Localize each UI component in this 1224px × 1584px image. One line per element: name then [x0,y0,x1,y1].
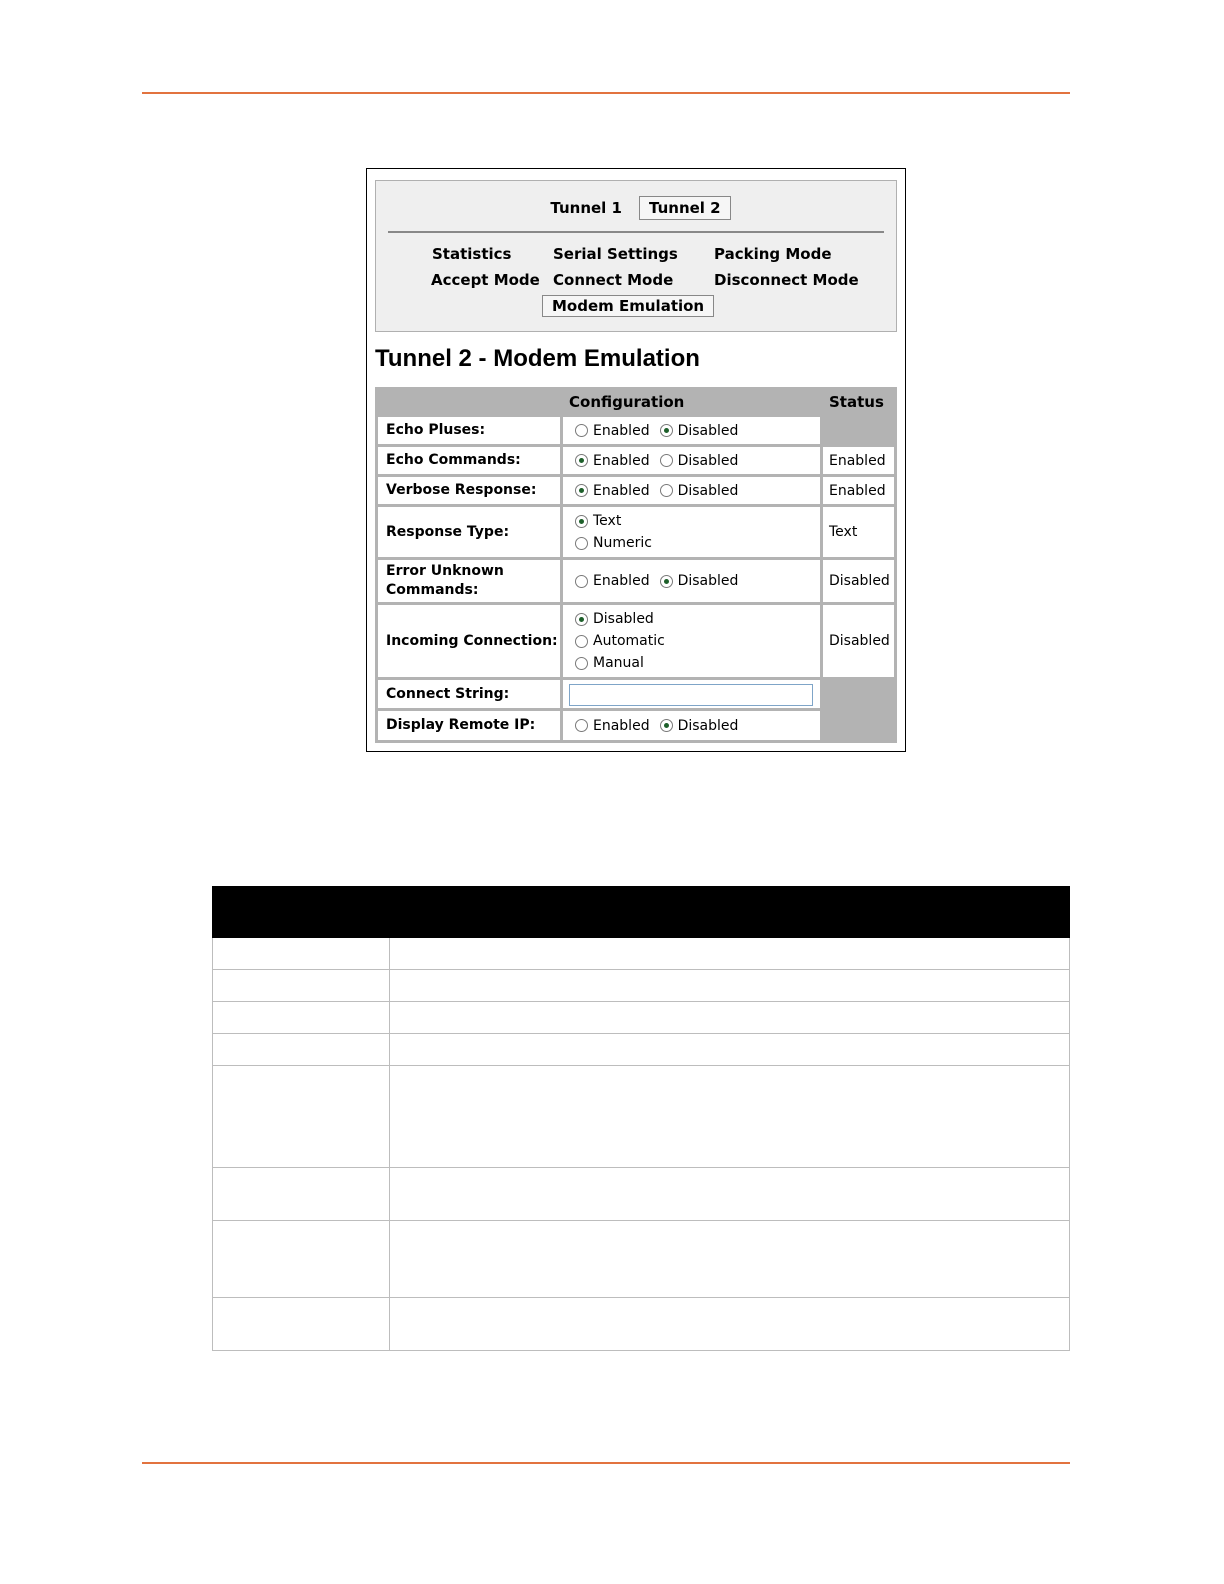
radio-icon [575,424,588,437]
radio-icon [575,635,588,648]
echo-commands-enabled-radio[interactable]: Enabled [575,450,650,472]
echo-commands-options [563,447,820,474]
radio-icon [575,537,588,550]
parameter-table-header [212,886,1070,938]
radio-icon [575,719,588,732]
modem-emulation-config-table [375,387,897,743]
table-row [212,1221,1070,1298]
display-remote-ip-label: Display Remote IP: [378,711,560,740]
table-row [212,1298,1070,1351]
incoming-connection-options [563,605,820,677]
response-type-text-radio[interactable]: Text [575,510,621,532]
verbose-response-enabled-radio[interactable]: Enabled [575,480,650,502]
radio-icon [660,454,673,467]
header-rule [142,92,1070,94]
radio-selected-icon [660,575,673,588]
nav-link-packing-mode[interactable]: Packing Mode [714,245,832,263]
echo-pluses-options [563,417,820,444]
radio-selected-icon [575,515,588,528]
nav-link-connect-mode[interactable]: Connect Mode [553,271,674,289]
display-remote-ip-options [563,711,820,740]
table-row [212,1168,1070,1221]
nav-link-serial-settings[interactable]: Serial Settings [553,245,678,263]
incoming-connection-label: Incoming Connection: [378,605,560,677]
incoming-connection-automatic-radio[interactable]: Automatic [575,630,665,652]
echo-commands-label: Echo Commands: [378,447,560,474]
connect-string-cell [563,680,820,708]
error-unknown-commands-label: Error Unknown Commands: [378,560,560,602]
error-unknown-commands-status: Disabled [823,560,894,602]
connect-string-input[interactable] [569,684,813,706]
column-header-configuration: Configuration [569,393,685,411]
page-title: Tunnel 2 - Modem Emulation [375,345,700,372]
table-row [212,938,1070,970]
echo-pluses-enabled-radio[interactable]: Enabled [575,420,650,442]
verbose-response-options [563,477,820,504]
parameter-description-table [212,886,1070,1351]
radio-selected-icon [575,454,588,467]
column-header-status: Status [829,393,884,411]
verbose-response-disabled-radio[interactable]: Disabled [660,480,739,502]
radio-selected-icon [660,719,673,732]
incoming-connection-manual-radio[interactable]: Manual [575,652,644,674]
nav-divider [388,231,884,233]
tab-tunnel-2[interactable]: Tunnel 2 [639,196,731,220]
incoming-connection-disabled-radio[interactable]: Disabled [575,608,654,630]
error-unknown-commands-options [563,560,820,602]
nav-link-statistics[interactable]: Statistics [432,245,512,263]
display-remote-ip-disabled-radio[interactable]: Disabled [660,715,739,737]
response-type-options [563,507,820,557]
verbose-response-label: Verbose Response: [378,477,560,504]
incoming-connection-status: Disabled [823,605,894,677]
tab-tunnel-1[interactable]: Tunnel 1 [550,199,622,217]
tunnel-nav-panel [375,180,897,332]
error-unknown-commands-disabled-radio[interactable]: Disabled [660,570,739,592]
verbose-response-status: Enabled [823,477,894,504]
footer-rule [142,1462,1070,1464]
response-type-status: Text [823,507,894,557]
display-remote-ip-enabled-radio[interactable]: Enabled [575,715,650,737]
radio-selected-icon [660,424,673,437]
radio-icon [575,657,588,670]
nav-link-accept-mode[interactable]: Accept Mode [431,271,540,289]
response-type-numeric-radio[interactable]: Numeric [575,532,652,554]
echo-commands-disabled-radio[interactable]: Disabled [660,450,739,472]
echo-pluses-label: Echo Pluses: [378,417,560,444]
error-unknown-commands-enabled-radio[interactable]: Enabled [575,570,650,592]
echo-pluses-disabled-radio[interactable]: Disabled [660,420,739,442]
radio-icon [660,484,673,497]
radio-selected-icon [575,484,588,497]
table-row [212,1066,1070,1168]
web-manager-screenshot [366,168,906,752]
table-row [212,970,1070,1002]
tunnel-tabs [376,196,896,220]
radio-icon [575,575,588,588]
radio-selected-icon [575,613,588,626]
table-row [212,1034,1070,1066]
echo-commands-status: Enabled [823,447,894,474]
connect-string-label: Connect String: [378,680,560,708]
table-row [212,1002,1070,1034]
nav-link-modem-emulation[interactable]: Modem Emulation [542,295,714,317]
nav-link-disconnect-mode[interactable]: Disconnect Mode [714,271,859,289]
response-type-label: Response Type: [378,507,560,557]
